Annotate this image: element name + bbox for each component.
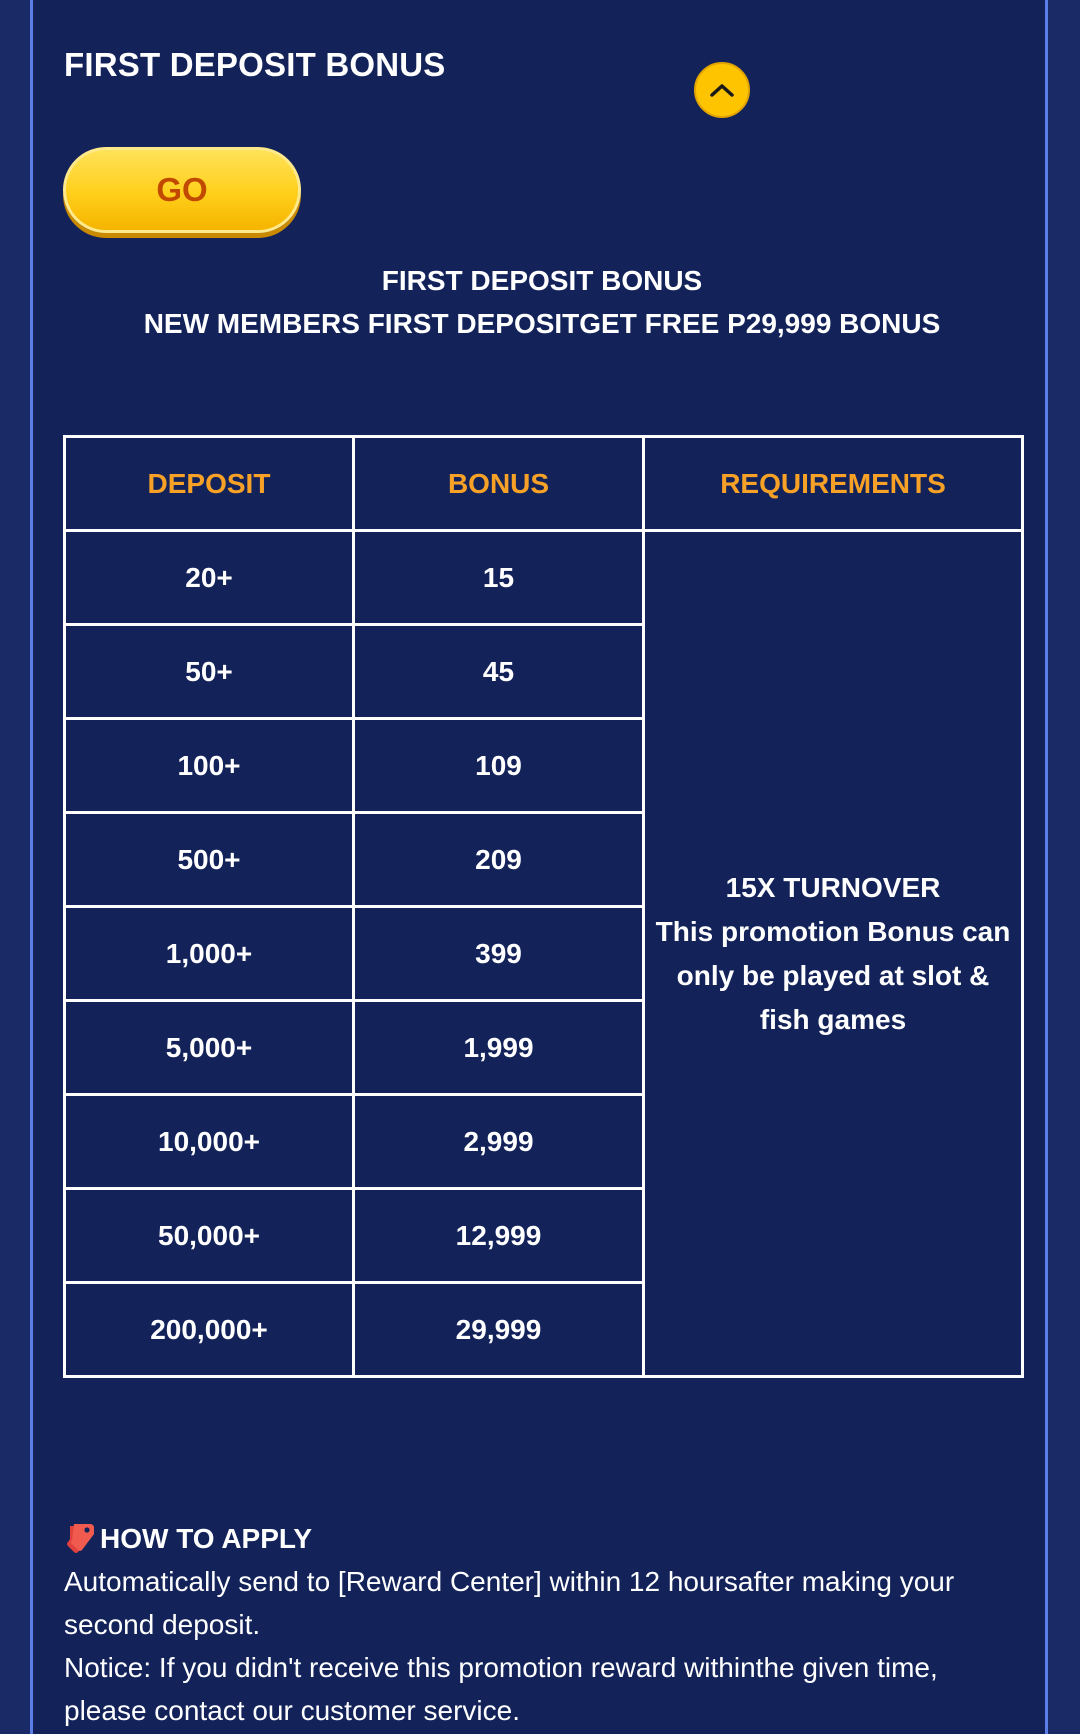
chevron-up-icon bbox=[709, 82, 735, 98]
bonus-cell: 45 bbox=[354, 625, 644, 719]
bonus-cell: 399 bbox=[354, 907, 644, 1001]
deposit-cell: 1,000+ bbox=[65, 907, 354, 1001]
bonus-cell: 12,999 bbox=[354, 1189, 644, 1283]
bonus-cell: 209 bbox=[354, 813, 644, 907]
header-bonus: BONUS bbox=[354, 437, 644, 531]
apply-instruction: Automatically send to [Reward Center] within 12 hoursafter making your second deposit. bbox=[64, 1566, 955, 1640]
deposit-cell: 100+ bbox=[65, 719, 354, 813]
deposit-cell: 50,000+ bbox=[65, 1189, 354, 1283]
table-header-row bbox=[65, 437, 1023, 531]
requirement-text: This promotion Bonus can only be played at slot & fish games bbox=[655, 915, 1011, 1035]
requirements-cell bbox=[644, 531, 1023, 1377]
bonus-cell: 15 bbox=[354, 531, 644, 625]
apply-notice: Notice: If you didn't receive this promotion reward withinthe given time, please contact our customer service. bbox=[64, 1652, 938, 1726]
collapse-button[interactable] bbox=[694, 62, 750, 118]
bookmark-tag-icon bbox=[64, 1522, 98, 1556]
deposit-cell: 5,000+ bbox=[65, 1001, 354, 1095]
promo-title: FIRST DEPOSIT BONUS bbox=[64, 46, 446, 83]
requirement-title: 15X TURNOVER bbox=[725, 871, 941, 903]
header-requirements: REQUIREMENTS bbox=[644, 437, 1023, 531]
how-to-apply-heading-row bbox=[64, 1517, 1024, 1560]
bonus-cell: 1,999 bbox=[354, 1001, 644, 1095]
how-to-apply-section bbox=[64, 1517, 1024, 1732]
bonus-cell: 109 bbox=[354, 719, 644, 813]
deposit-cell: 20+ bbox=[65, 531, 354, 625]
how-to-apply-heading: HOW TO APPLY bbox=[100, 1523, 313, 1554]
bonus-cell: 29,999 bbox=[354, 1283, 644, 1377]
header-deposit: DEPOSIT bbox=[65, 437, 354, 531]
bonus-cell: 2,999 bbox=[354, 1095, 644, 1189]
promo-panel bbox=[30, 0, 1048, 1734]
table-row bbox=[65, 531, 1023, 625]
promo-tagline: NEW MEMBERS FIRST DEPOSITGET FREE P29,999 BONUS bbox=[143, 308, 941, 339]
deposit-cell: 500+ bbox=[65, 813, 354, 907]
bonus-table bbox=[63, 435, 1024, 1378]
go-button[interactable]: GO bbox=[63, 147, 301, 233]
deposit-cell: 200,000+ bbox=[65, 1283, 354, 1377]
deposit-cell: 50+ bbox=[65, 625, 354, 719]
promo-subtitle: FIRST DEPOSIT BONUS bbox=[381, 265, 703, 296]
deposit-cell: 10,000+ bbox=[65, 1095, 354, 1189]
